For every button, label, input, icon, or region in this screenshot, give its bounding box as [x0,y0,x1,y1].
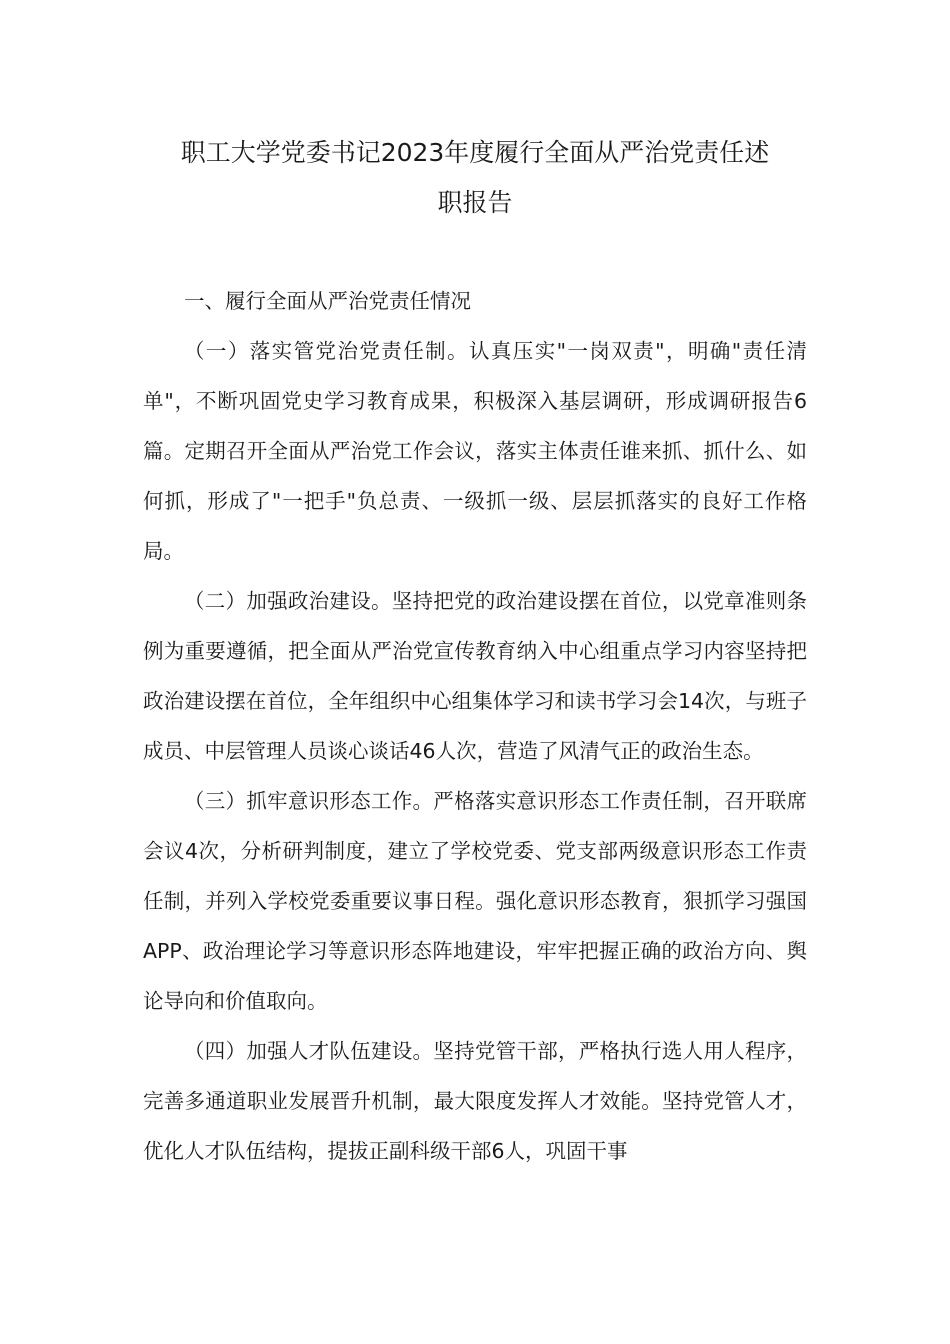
paragraph-1: （一）落实管党治党责任制。认真压实"一岗双责"，明确"责任清单"，不断巩固党史学习教育成果，积极深入基层调研，形成调研报告6篇。定期召开全面从严治党工作会议，落实主体责任谁来抓、抓什么、如何抓，形成了"一把手"负总责、一级抓一级、层层抓落实的良好工作格局。 [143,339,807,563]
title-line-1: 职工大学党委书记2023年度履行全面从严治党责任述 [180,138,770,167]
title-line-2: 职报告 [437,188,513,217]
section-heading: 一、履行全面从严治党责任情况 [184,289,471,313]
paragraph-3: （三）抓牢意识形态工作。严格落实意识形态工作责任制，召开联席会议4次，分析研判制度，建立了学校党委、党支部两级意识形态工作责任制，并列入学校党委重要议事日程。强化意识形态教育，狠抓学习强国APP、政治理论学习等意识形态阵地建设，牢牢把握正确的政治方向、舆论导向和价值取向。 [143,789,807,1013]
document-body [143,276,807,1176]
paragraph-4: （四）加强人才队伍建设。坚持党管干部，严格执行选人用人程序，完善多通道职业发展晋升机制，最大限度发挥人才效能。坚持党管人才，优化人才队伍结构，提拔正副科级干部6人，巩固干事 [143,1039,807,1163]
paragraph-2: （二）加强政治建设。坚持把党的政治建设摆在首位，以党章准则条例为重要遵循，把全面从严治党宣传教育纳入中心组重点学习内容坚持把政治建设摆在首位，全年组织中心组集体学习和读书学习会14次，与班子成员、中层管理人员谈心谈话46人次，营造了风清气正的政治生态。 [143,589,807,763]
document-title [140,128,810,228]
